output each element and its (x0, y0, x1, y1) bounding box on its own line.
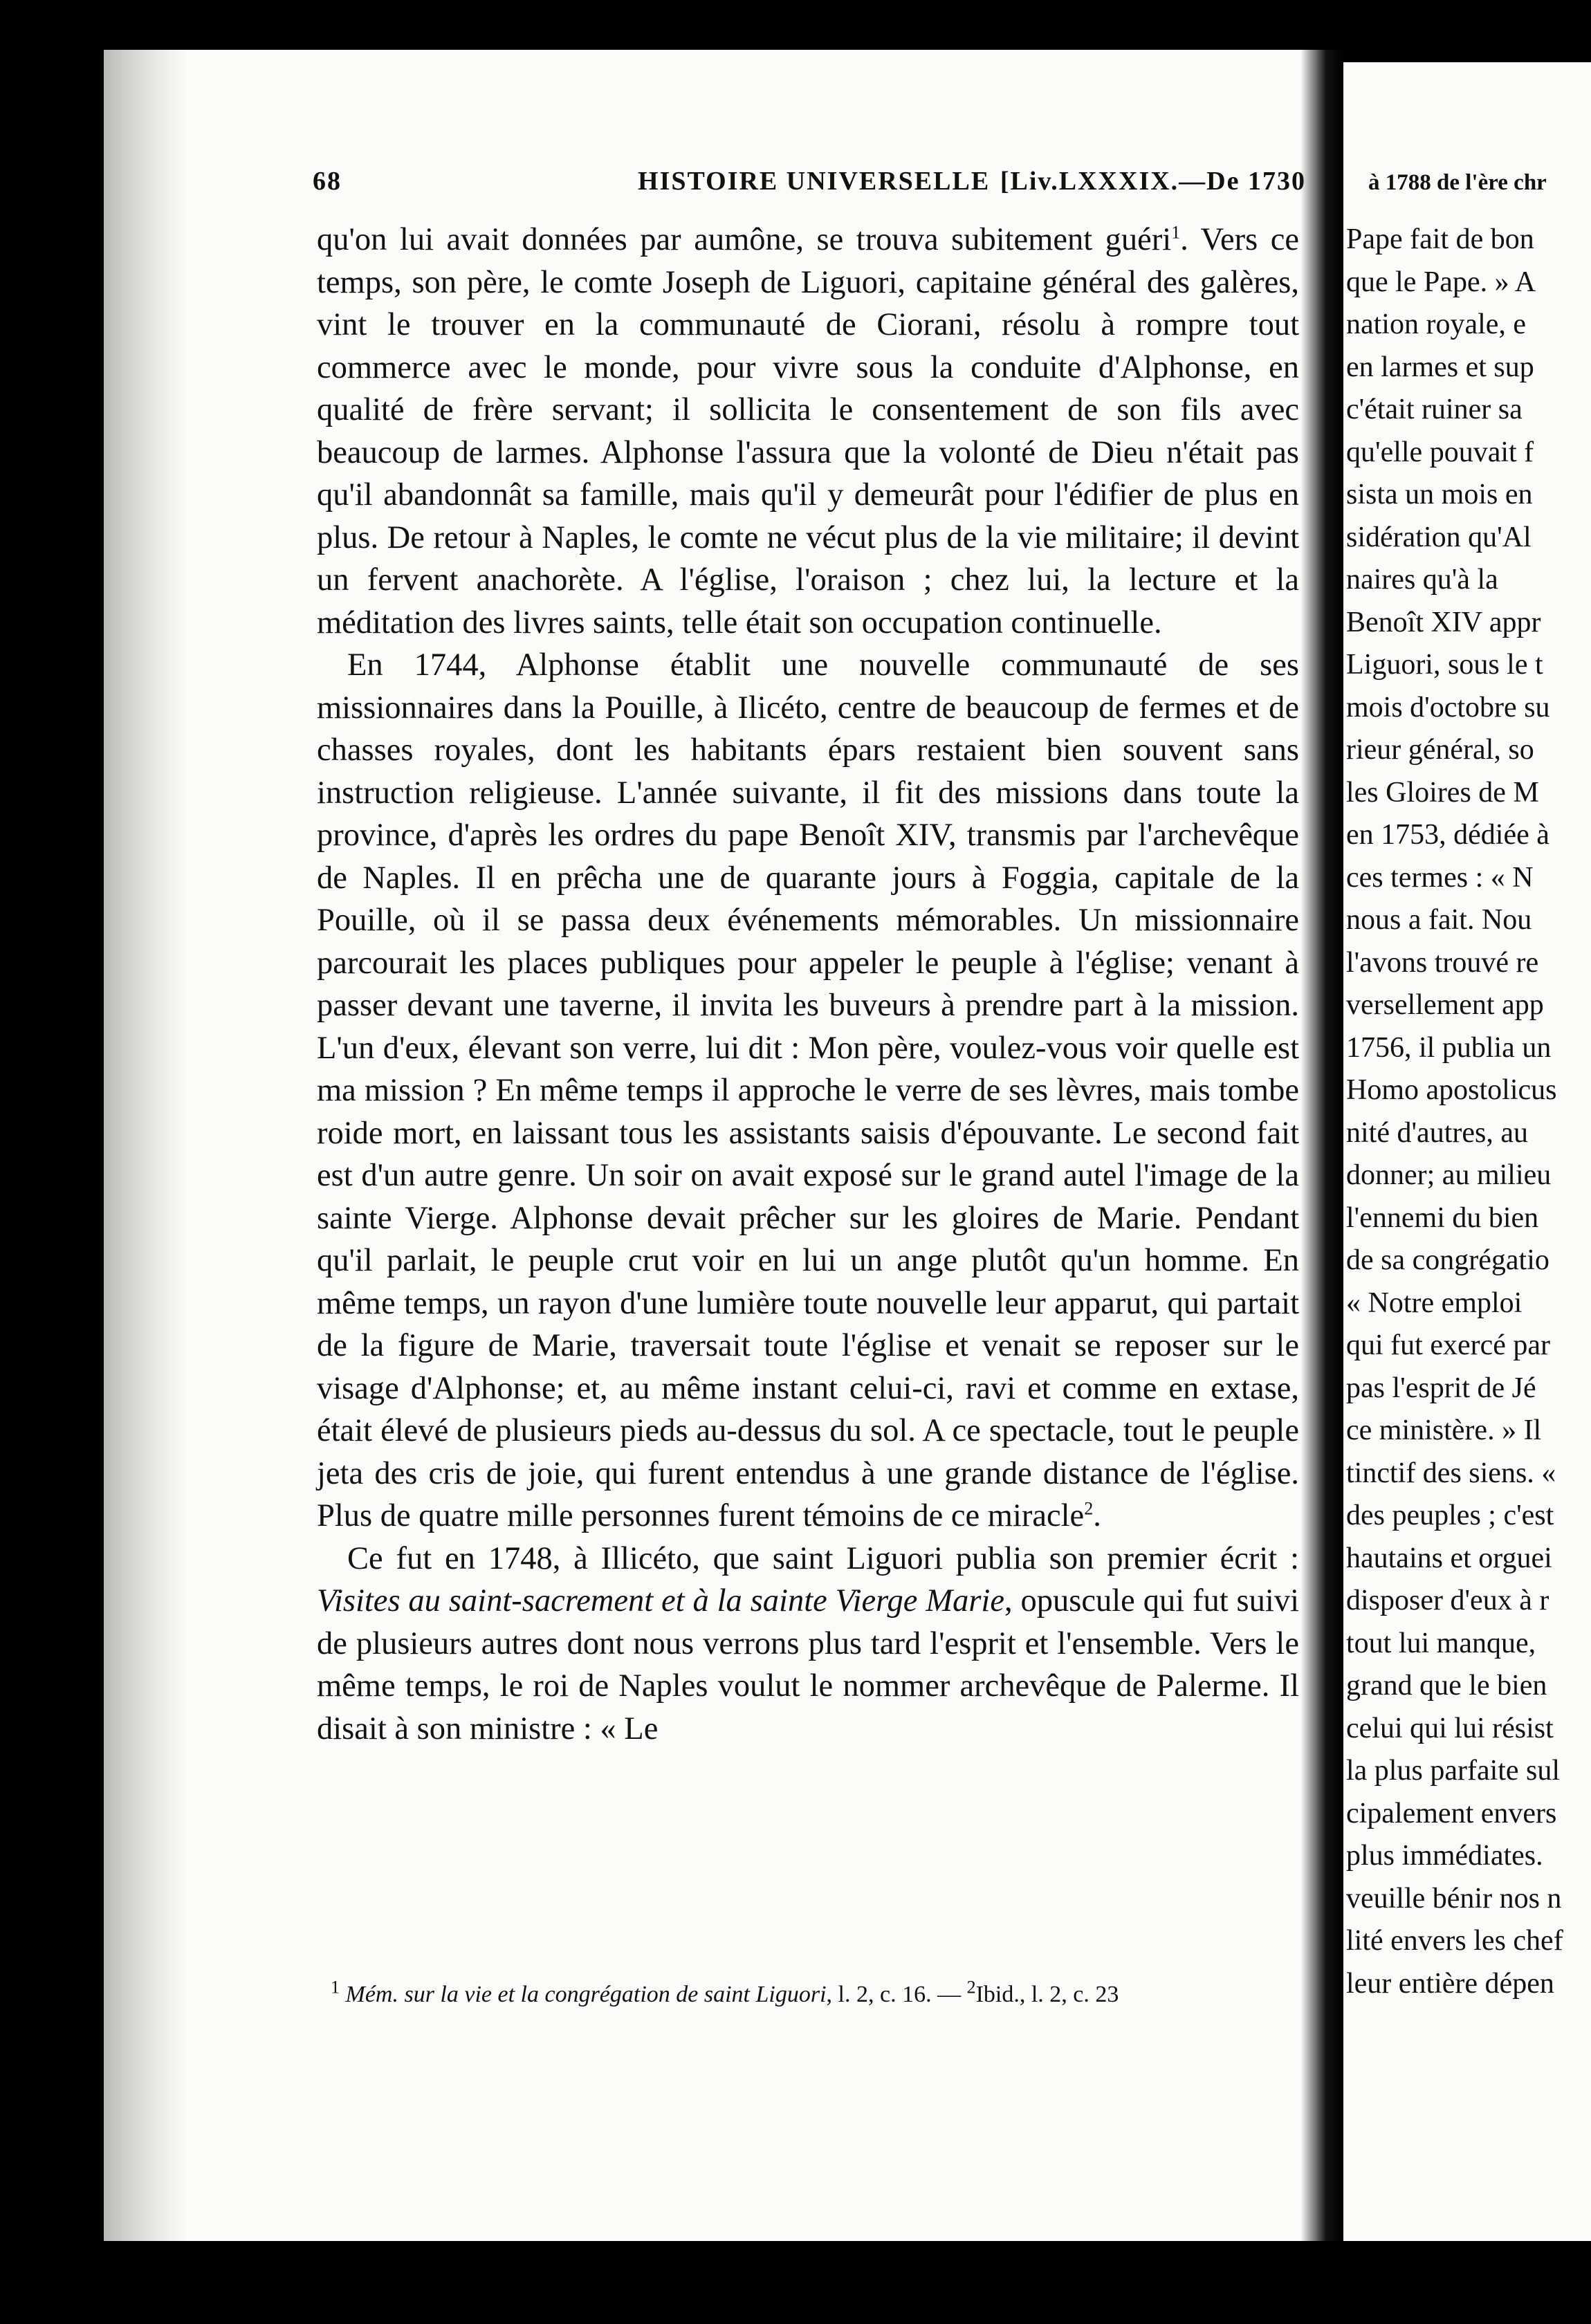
right-page-line: hautains et orguei (1346, 1542, 1552, 1574)
right-page-text (1346, 219, 1591, 2005)
right-page-line: en larmes et sup (1346, 351, 1534, 383)
paragraph-text: Ce fut en 1748, à Illicéto, que saint Liguori publia son premier écrit : (347, 1540, 1299, 1576)
right-page-line: nous a fait. Nou (1346, 904, 1532, 936)
right-page-line: nation royale, e (1346, 308, 1527, 340)
right-page-line: en 1753, dédiée à (1346, 819, 1549, 851)
right-page-line: versellement app (1346, 989, 1544, 1021)
right-page-line: mois d'octobre su (1346, 691, 1550, 723)
book-gutter (1300, 50, 1343, 2241)
right-page-line: tout lui manque, (1346, 1627, 1536, 1659)
paragraph-1 (317, 219, 1299, 644)
right-page-line: les Gloires de M (1346, 776, 1539, 809)
main-text (317, 219, 1299, 1750)
book-title: Visites au saint-sacrement et à la sainte Vierge Marie (317, 1583, 1004, 1618)
right-page-line: plus immédiates. (1346, 1840, 1543, 1872)
right-page-line: des peuples ; c'est (1346, 1500, 1554, 1531)
right-page-line: veuille bénir nos n (1346, 1882, 1562, 1915)
right-page-line: lité envers les chef (1346, 1925, 1563, 1957)
right-page-line: naires qu'à la (1346, 564, 1498, 596)
paragraph-2 (317, 644, 1299, 1538)
footnote-text: , l. 2, c. 16. — (826, 1982, 967, 2007)
right-page-line: c'était ruiner sa (1346, 394, 1523, 425)
right-page-line: nité d'autres, au (1346, 1116, 1528, 1149)
right-page-line: rieur général, so (1346, 734, 1534, 766)
footnote-source: Mém. sur la vie et la congrégation de saint Liguori (345, 1982, 827, 2007)
right-page-line: Benoît XIV appr (1346, 606, 1541, 638)
right-page-line: tinctif des siens. « (1346, 1457, 1556, 1489)
right-running-head: à 1788 de l'ère chr (1368, 170, 1547, 195)
right-page-line: de sa congrégatio (1346, 1244, 1549, 1276)
right-page-line: la plus parfaite sul (1346, 1755, 1561, 1787)
paragraph-3 (317, 1538, 1299, 1751)
footnote-mark: 1 (331, 1977, 340, 1998)
right-page-line: grand que le bien (1346, 1670, 1547, 1702)
paragraph-text: . Vers ce temps, son père, le comte Joseph de Liguori, capitaine général des galères, vint le trouver en la communauté de Ciorani, résolu à rompre tout commerce avec le monde, pour vivre sous la conduite d'Alphonse, en qualité de frère servant; il sollicita le consentement de son fils avec beaucoup de larmes. Alphonse l'assura que la volonté de Dieu n'était pas qu'il abandonnât sa famille, mais qu'il y demeurât pour l'édifier de plus en plus. De retour à Naples, le comte ne vécut plus de la vie militaire; il devint un fervent anachorète. A l'église, l'oraison ; chez lui, la lecture et la méditation des livres saints, telle était son occupation continuelle. (317, 222, 1299, 640)
right-page-line: Liguori, sous le t (1346, 649, 1543, 681)
right-page-line: l'avons trouvé re (1346, 946, 1539, 979)
paragraph-text: , opuscule qui fut suivi de plusieurs autres dont nous verrons plus tard l'esprit et l'ensemble. Vers le même temps, le roi de Naples voulut le nommer archevêque de Palerme. Il disait à son ministre : « Le (317, 1583, 1299, 1746)
right-page-line: 1756, il publia un (1346, 1031, 1552, 1064)
right-page-line: l'ennemi du bien (1346, 1201, 1539, 1234)
right-page-line: qui fut exercé par (1346, 1329, 1551, 1361)
footnotes (331, 1977, 1306, 2010)
footnote-ref: 2 (1084, 1498, 1094, 1519)
right-page-line: sidération qu'Al (1346, 521, 1532, 553)
page-edge-shading (104, 50, 187, 2241)
right-page-line: leur entière dépen (1346, 1967, 1554, 2000)
paragraph-text: . (1093, 1498, 1101, 1533)
page-number: 68 (313, 167, 342, 196)
right-page-line: qu'elle pouvait f (1346, 436, 1534, 468)
section-reference: [Liv.LXXXIX.—De 1730 (1000, 167, 1306, 196)
right-page-line: sista un mois en (1346, 479, 1533, 510)
paragraph-text: qu'on lui avait données par aumône, se trouva subitement guéri (317, 222, 1172, 257)
right-page-line: ce ministère. » Il (1346, 1414, 1542, 1446)
right-page-line: Pape fait de bon (1346, 223, 1534, 255)
footnote-ref: 1 (1171, 222, 1181, 243)
right-page-line: que le Pape. » A (1346, 266, 1536, 298)
right-page-line: ces termes : « N (1346, 861, 1534, 894)
footnote-mark: 2 (966, 1977, 976, 1998)
right-page-line: donner; au milieu (1346, 1159, 1552, 1191)
right-page-line: « Notre emploi (1346, 1286, 1523, 1319)
right-page-line: disposer d'eux à r (1346, 1585, 1549, 1616)
right-page-line: cipalement envers (1346, 1797, 1557, 1829)
right-page-line: pas l'esprit de Jé (1346, 1372, 1536, 1404)
footnote-text: Ibid., l. 2, c. 23 (975, 1982, 1119, 2007)
paragraph-text: En 1744, Alphonse établit une nouvelle communauté de ses missionnaires dans la Pouille, à Ilicéto, centre de beaucoup de fermes et de chasses royales, dont les habitants épars restaient bien souvent sans instruction religieuse. L'année suivante, il fit des missions dans toute la province, d'après les ordres du pape Benoît XIV, transmis par l'archevêque de Naples. Il en prêcha une de quarante jours à Foggia, capitale de la Pouille, où il se passa deux événements mémorables. Un missionnaire parcourait les places publiques pour appeler le peuple à l'église; venant à passer devant une taverne, il invita les buveurs à prendre part à la mission. L'un d'eux, élevant son verre, lui dit : Mon père, voulez-vous voir quelle est ma mission ? En même temps il approche le verre de ses lèvres, mais tombe roide mort, en laissant tous les assistants saisis d'épouvante. Le second fait est d'un autre genre. Un soir on avait exposé sur le grand autel l'image de la sainte Vierge. Alphonse devait prêcher sur les gloires de Marie. Pendant qu'il parlait, le peuple crut voir en lui un ange plutôt qu'un homme. En même temps, un rayon d'une lumière toute nouvelle leur apparut, qui partait de la figure de Marie, traversait toute l'église et venait se reposer sur le visage d'Alphonse; et, au même instant celui-ci, ravi et comme en extase, était élevé de plusieurs pieds au-dessus du sol. A ce spectacle, tout le peuple jeta des cris de joie, qui furent entendus à une grande distance de l'église. Plus de quatre mille personnes furent témoins de ce miracle (317, 647, 1299, 1533)
running-title: HISTOIRE UNIVERSELLE (638, 167, 991, 196)
running-header (313, 166, 1306, 208)
right-page-line: Homo apostolicus (1346, 1074, 1557, 1106)
right-page-line: celui qui lui résist (1346, 1712, 1554, 1744)
